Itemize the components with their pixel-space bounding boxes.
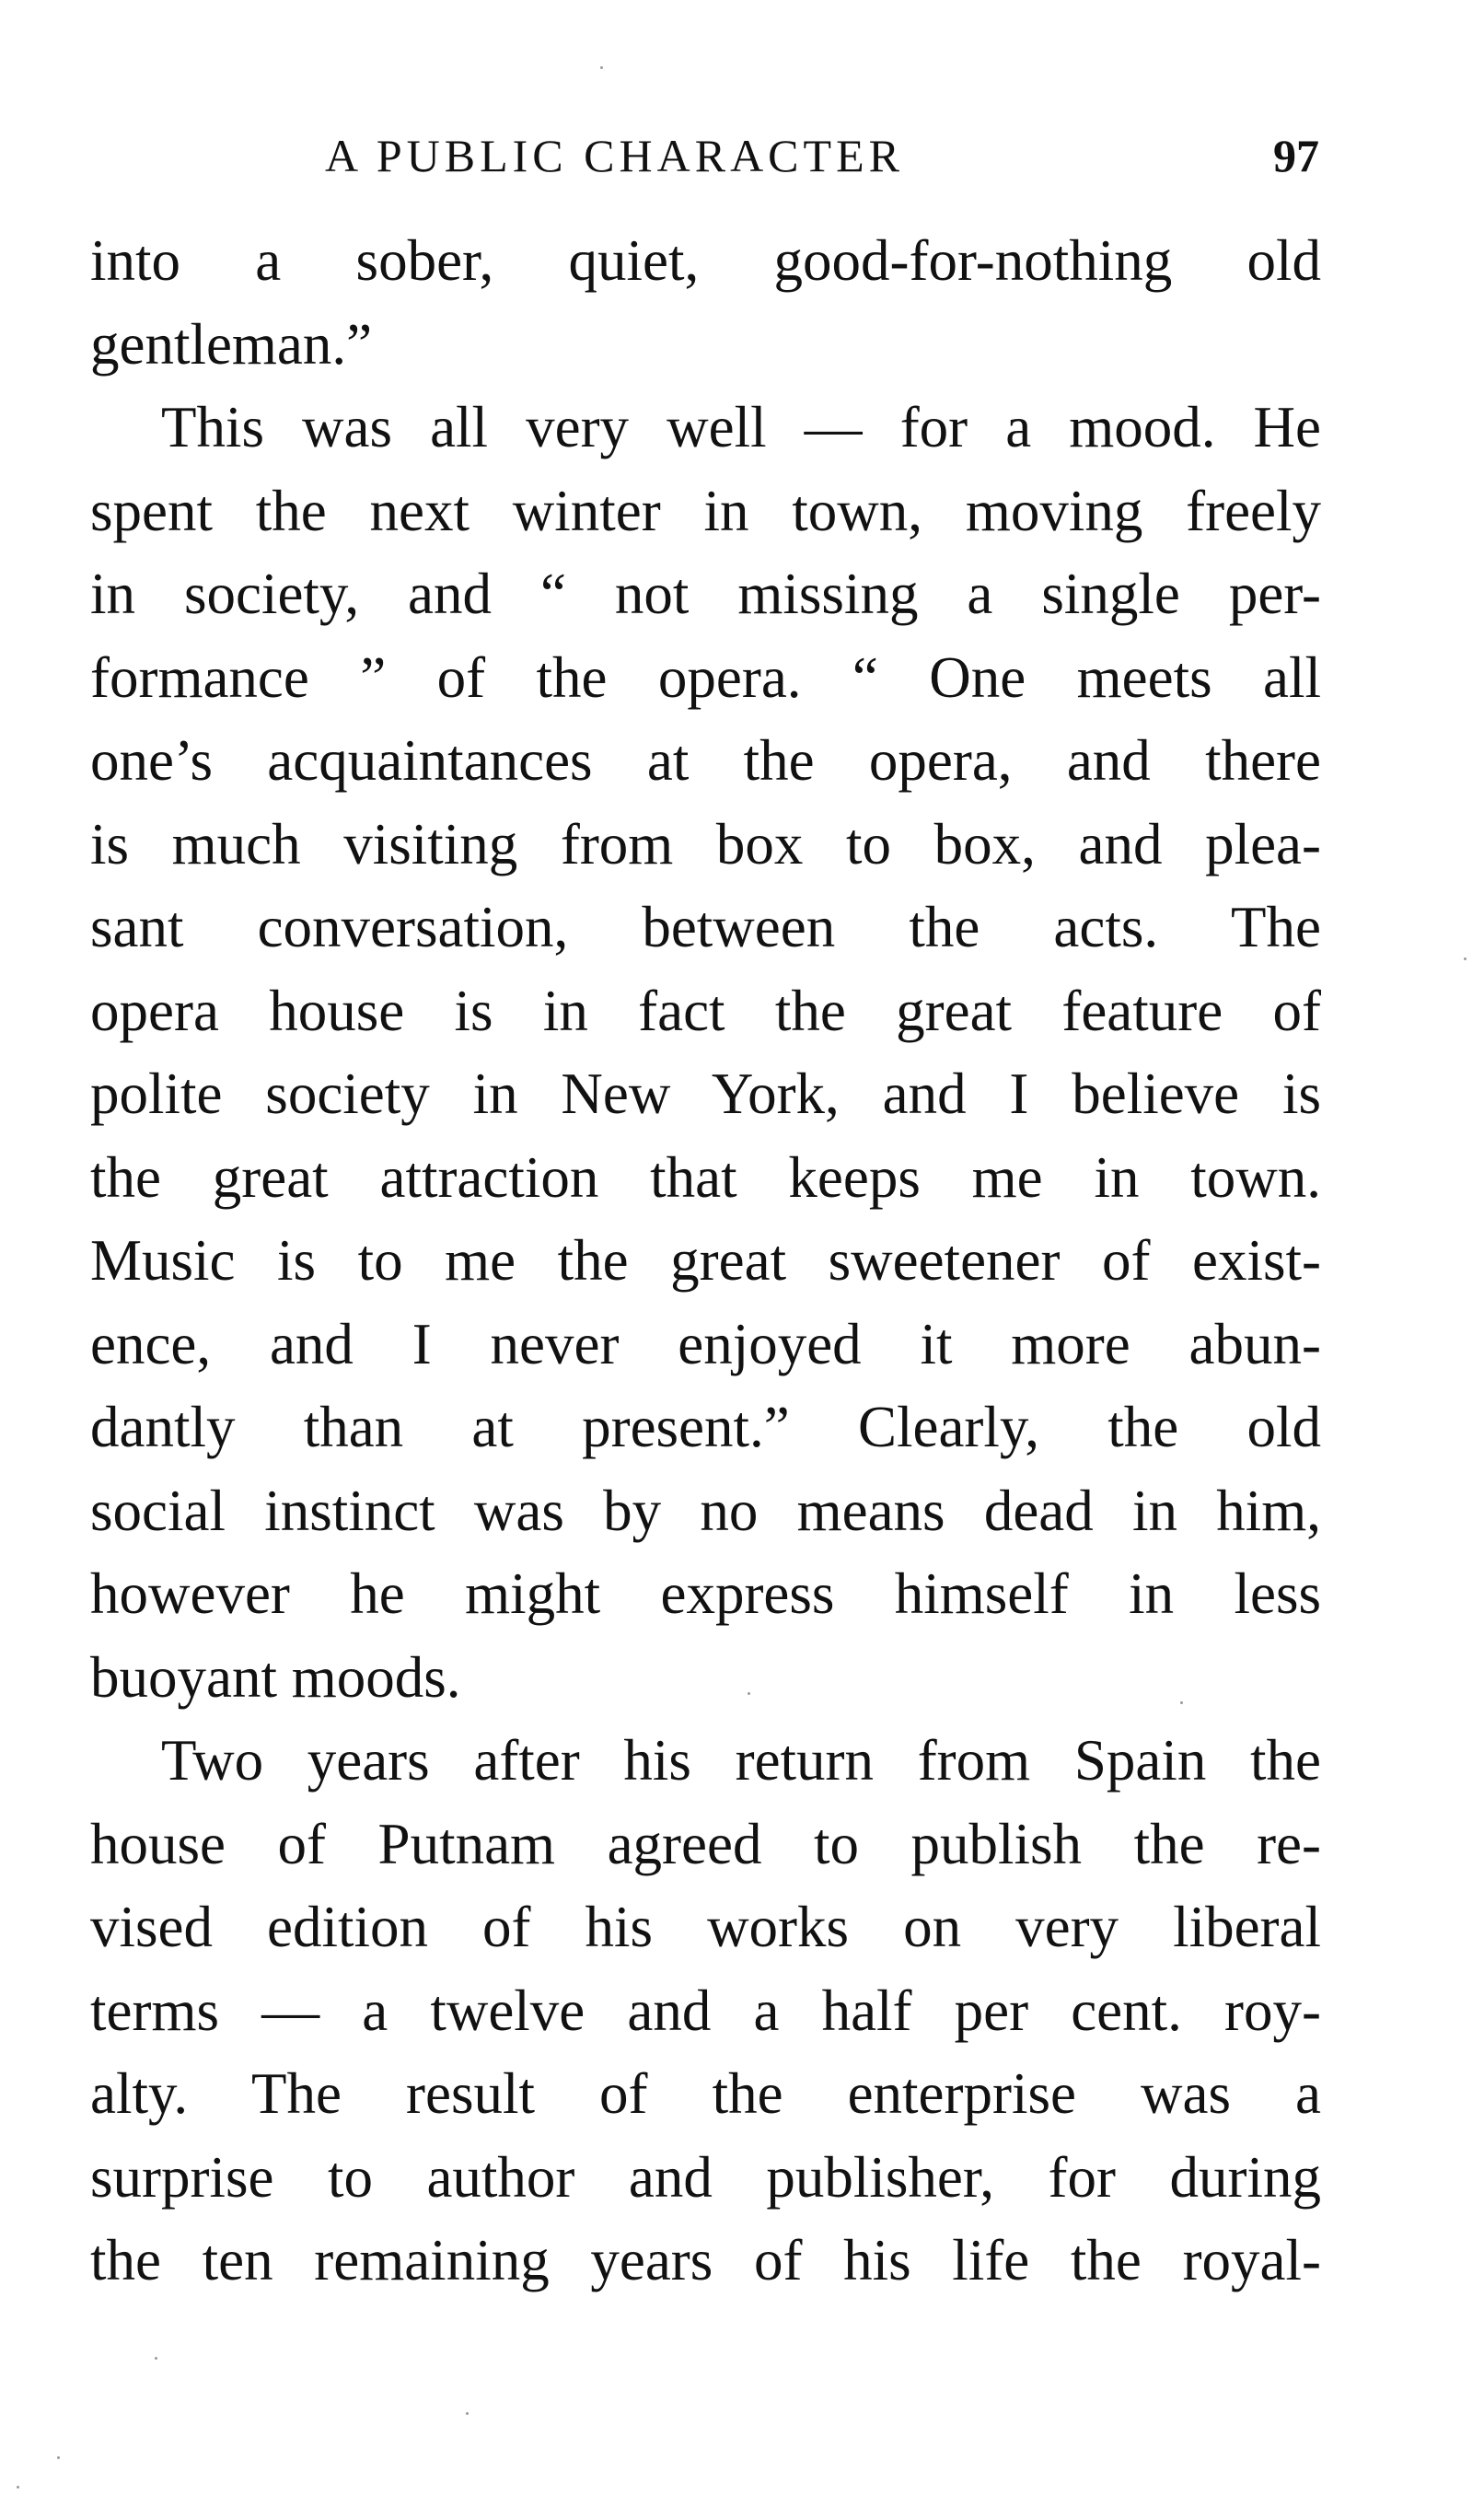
text-line: vised edition of his works on very liberal xyxy=(90,1895,1321,1959)
paper-speck xyxy=(748,1692,750,1695)
paper-speck xyxy=(1464,957,1467,960)
text-line: surprise to author and publisher, for during xyxy=(90,2144,1321,2210)
text-line: is much visiting from box to box, and plea- xyxy=(90,811,1321,876)
running-head xyxy=(90,129,1319,193)
text-line: the great attraction that keeps me in town. xyxy=(90,1144,1321,1210)
text-line: spent the next winter in town, moving freely xyxy=(90,478,1321,543)
text-line: one’s acquaintances at the opera, and there xyxy=(90,728,1321,793)
text-line: formance ” of the opera. “ One meets all xyxy=(90,644,1321,710)
paper-speck xyxy=(1180,1701,1183,1704)
running-title: A PUBLIC CHARACTER xyxy=(325,130,904,181)
paragraph-first-line: Two years after his return from Spain the xyxy=(161,1728,1321,1793)
text-line: ence, and I never enjoyed it more abun- xyxy=(90,1311,1321,1376)
paper-speck xyxy=(155,2357,157,2360)
paragraph-first-line: This was all very well — for a mood. He xyxy=(161,395,1321,459)
text-line: house of Putnam agreed to publish the re- xyxy=(90,1811,1321,1876)
paper-speck xyxy=(17,2486,19,2489)
page-number: 97 xyxy=(1273,130,1319,181)
text-line: into a sober, quiet, good-for-nothing old xyxy=(90,228,1321,293)
text-line: Music is to me the great sweetener of exist- xyxy=(90,1228,1321,1293)
text-line: the ten remaining years of his life the royal- xyxy=(90,2228,1321,2292)
body-text xyxy=(90,219,1321,2303)
text-line: polite society in New York, and I believe is xyxy=(90,1062,1321,1126)
text-line: alty. The result of the enterprise was a xyxy=(90,2061,1321,2126)
paper-speck xyxy=(57,2456,60,2459)
text-line: terms — a twelve and a half per cent. roy- xyxy=(90,1978,1321,2043)
text-line: gentleman.” xyxy=(90,311,373,377)
paper-speck xyxy=(466,2412,469,2415)
paper-speck xyxy=(600,66,603,69)
text-line: buoyant moods. xyxy=(90,1644,461,1710)
text-line: opera house is in fact the great feature of xyxy=(90,978,1321,1043)
text-line: however he might express himself in less xyxy=(90,1561,1321,1626)
text-line: social instinct was by no means dead in him, xyxy=(90,1478,1321,1543)
text-line: sant conversation, between the acts. The xyxy=(90,895,1321,959)
text-line: in society, and “ not missing a single per- xyxy=(90,562,1321,626)
text-line: dantly than at present.” Clearly, the old xyxy=(90,1395,1321,1459)
